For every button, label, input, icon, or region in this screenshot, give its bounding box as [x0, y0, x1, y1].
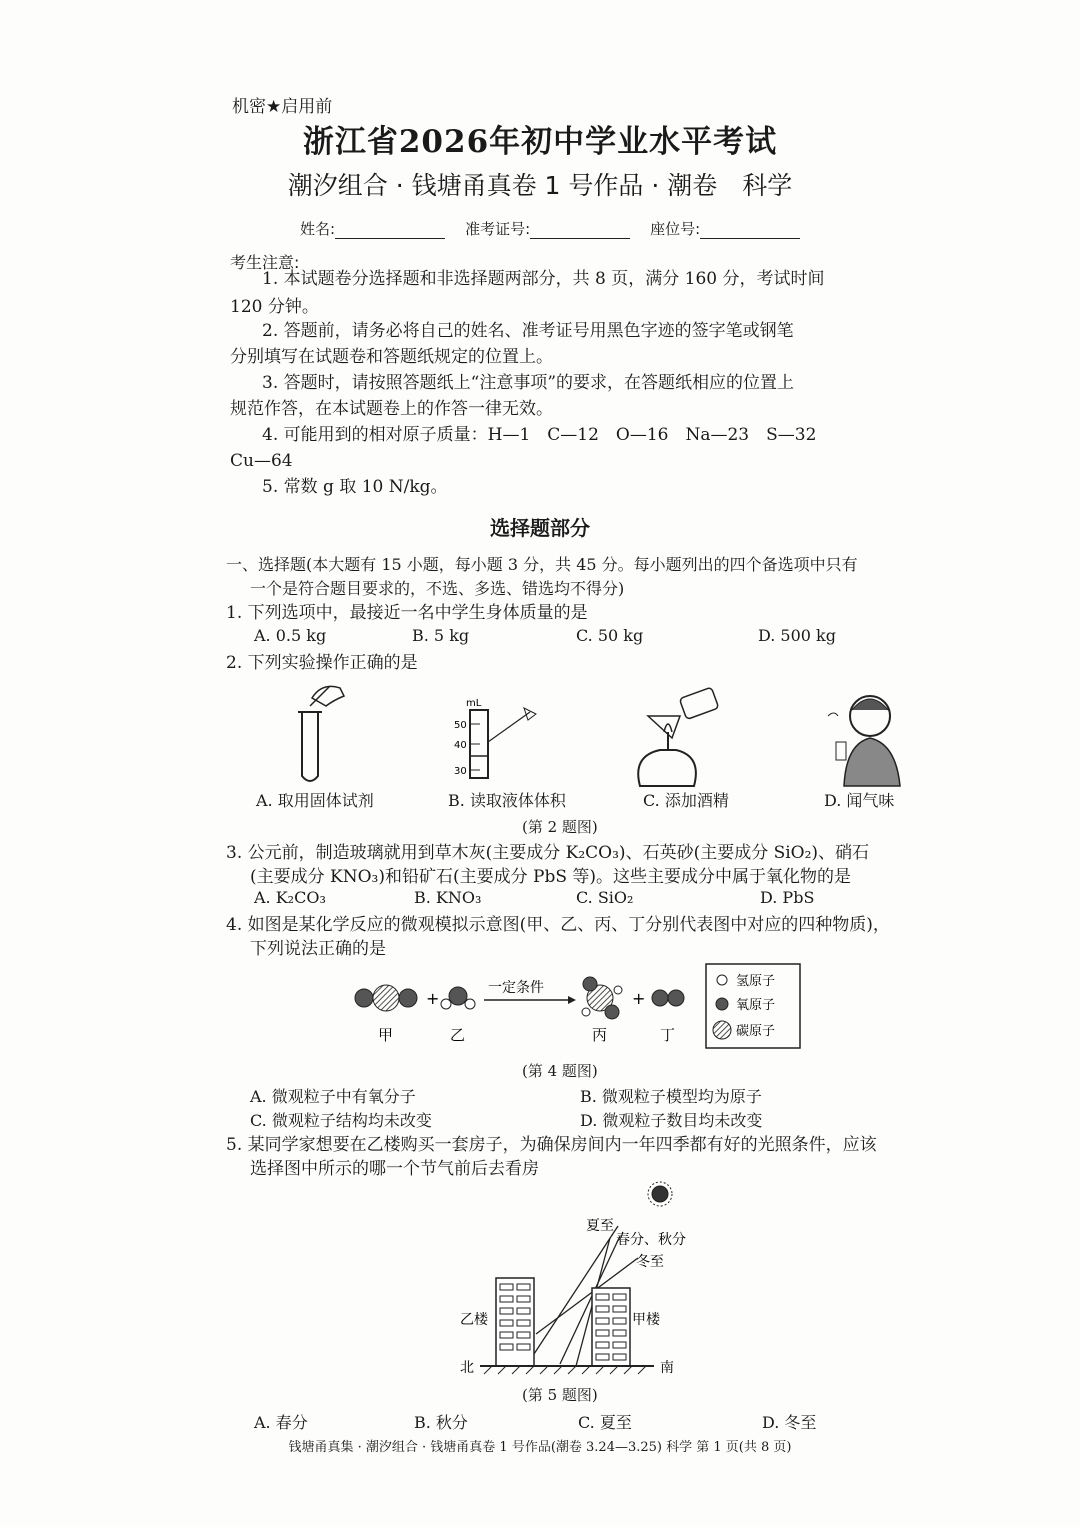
q1-option-d[interactable]: D. 500 kg: [758, 626, 836, 645]
exam-title: 浙江省2026年初中学业水平考试: [302, 124, 778, 160]
notice-line-2: 120 分钟。: [230, 297, 319, 317]
reaction-condition: 一定条件: [488, 980, 544, 996]
section-intro-2: 一个是符合题目要求的，不选、多选、错选均不得分): [250, 579, 625, 598]
label-south: 南: [660, 1360, 674, 1376]
q3-option-d[interactable]: D. PbS: [760, 888, 815, 907]
species-label-bing: 丙: [592, 1026, 608, 1044]
species-bing-molecule: [582, 977, 622, 1019]
cylinder-tick-40: 40: [454, 740, 467, 751]
q2-figure: [240, 676, 920, 788]
notice-line-6: 规范作答，在本试题卷上的作答一律无效。: [230, 399, 553, 419]
label-building-jia: 甲楼: [632, 1312, 660, 1328]
q4-stem-1: 4. 如图是某化学反应的微观模拟示意图(甲、乙、丙、丁分别代表图中对应的四种物质)，: [226, 915, 890, 935]
section-intro-1: 一、选择题(本大题有 15 小题，每小题 3 分，共 45 分。每小题列出的四个备选项中只有: [226, 555, 858, 574]
notice-line-9: 5. 常数 g 取 10 N/kg。: [262, 477, 448, 497]
species-label-ding: 丁: [660, 1026, 676, 1044]
graduated-cylinder-illustration: [454, 698, 536, 778]
species-ding-molecule: [652, 990, 684, 1006]
q5-option-c[interactable]: C. 夏至: [578, 1413, 632, 1432]
q1-option-c[interactable]: C. 50 kg: [576, 626, 644, 645]
q5-option-a[interactable]: A. 春分: [254, 1413, 308, 1432]
notice-line-8: Cu—64: [230, 451, 293, 471]
q5-stem-1: 5. 某同学家想要在乙楼购买一套房子，为确保房间内一年四季都有好的光照条件，应该: [226, 1135, 877, 1155]
cylinder-tick-50: 50: [454, 720, 467, 731]
smelling-person-illustration: [828, 696, 900, 786]
label-equinox: 春分、秋分: [616, 1232, 686, 1248]
q4-option-b[interactable]: B. 微观粒子模型均为原子: [580, 1087, 762, 1106]
label-winter-solstice: 冬至: [636, 1254, 664, 1270]
q1-option-b[interactable]: B. 5 kg: [412, 626, 470, 645]
plus-sign-2: +: [632, 989, 646, 1008]
exam-subtitle: 潮汐组合 · 钱塘甬真卷 1 号作品 · 潮卷 科学: [287, 171, 793, 200]
q4-reaction-diagram: [340, 960, 820, 1056]
q2-caption: (第 2 题图): [522, 818, 598, 836]
q2-option-b[interactable]: B. 读取液体体积: [448, 791, 566, 810]
q3-stem-1: 3. 公元前，制造玻璃就用到草木灰(主要成分 K₂CO₃)、石英砂(主要成分 SiO₂)、硝石: [226, 843, 870, 863]
name-field[interactable]: 姓名:: [300, 218, 445, 239]
cylinder-tick-30: 30: [454, 766, 467, 777]
q5-option-d[interactable]: D. 冬至: [762, 1413, 817, 1432]
plus-sign-1: +: [426, 989, 440, 1008]
q1-stem: 1. 下列选项中，最接近一名中学生身体质量的是: [226, 603, 588, 623]
page-footer: 钱塘甬真集 · 潮汐组合 · 钱塘甬真卷 1 号作品(潮卷 3.24—3.25) 科学 第 1 页(共 8 页): [288, 1440, 792, 1455]
candidate-info: [300, 218, 800, 239]
section-heading: 选择题部分: [490, 516, 590, 540]
q3-option-c[interactable]: C. SiO₂: [576, 888, 634, 907]
legend-hydrogen: 氢原子: [736, 974, 776, 989]
q4-option-a[interactable]: A. 微观粒子中有氧分子: [250, 1087, 416, 1106]
species-label-yi: 乙: [450, 1026, 466, 1044]
cylinder-unit-label: mL: [466, 698, 482, 709]
q4-stem-2: 下列说法正确的是: [250, 939, 386, 959]
confidential-mark: 机密★启用前: [232, 97, 333, 117]
q2-option-c[interactable]: C. 添加酒精: [643, 791, 729, 810]
q3-stem-2: (主要成分 KNO₃)和铅矿石(主要成分 PbS 等)。这些主要成分中属于氧化物的是: [250, 867, 852, 887]
q4-caption: (第 4 题图): [522, 1062, 598, 1080]
q4-option-d[interactable]: D. 微观粒子数目均未改变: [580, 1111, 763, 1130]
q5-sunlight-diagram: [440, 1178, 720, 1384]
label-building-yi: 乙楼: [460, 1312, 488, 1328]
q2-option-d[interactable]: D. 闻气味: [824, 791, 895, 810]
q2-stem: 2. 下列实验操作正确的是: [226, 653, 418, 673]
species-label-jia: 甲: [378, 1026, 394, 1044]
test-tube-illustration: [298, 686, 344, 781]
exam-number-field[interactable]: 准考证号:: [465, 218, 630, 239]
species-yi-molecule: [441, 987, 475, 1009]
label-north: 北: [460, 1360, 474, 1376]
q5-stem-2: 选择图中所示的哪一个节气前后去看房: [250, 1159, 539, 1179]
legend-oxygen: 氧原子: [736, 998, 776, 1013]
building-yi: [496, 1278, 534, 1366]
q3-option-a[interactable]: A. K₂CO₃: [254, 888, 326, 907]
notice-line-1: 1. 本试题卷分选择题和非选择题两部分，共 8 页，满分 160 分，考试时间: [262, 269, 825, 289]
notice-line-7: 4. 可能用到的相对原子质量：H—1 C—12 O—16 Na—23 S—32: [262, 425, 817, 445]
sun-icon: [648, 1182, 672, 1206]
notice-line-3: 2. 答题前，请务必将自己的姓名、准考证号用黑色字迹的签字笔或钢笔: [262, 321, 794, 341]
label-summer-solstice: 夏至: [586, 1218, 614, 1234]
notice-line-5: 3. 答题时，请按照答题纸上“注意事项”的要求，在答题纸相应的位置上: [262, 373, 795, 393]
species-jia-molecule: [355, 985, 417, 1011]
alcohol-lamp-illustration: [638, 687, 719, 786]
q5-caption: (第 5 题图): [522, 1386, 598, 1404]
q5-option-b[interactable]: B. 秋分: [414, 1413, 468, 1432]
q2-option-a[interactable]: A. 取用固体试剂: [256, 791, 374, 810]
notice-line-4: 分别填写在试题卷和答题纸规定的位置上。: [230, 347, 553, 367]
seat-number-field[interactable]: 座位号:: [650, 218, 800, 239]
notice-heading: 考生注意:: [230, 253, 300, 272]
legend-carbon: 碳原子: [736, 1024, 776, 1039]
q4-option-c[interactable]: C. 微观粒子结构均未改变: [250, 1111, 432, 1130]
q1-option-a[interactable]: A. 0.5 kg: [254, 626, 327, 645]
q3-option-b[interactable]: B. KNO₃: [414, 888, 482, 907]
